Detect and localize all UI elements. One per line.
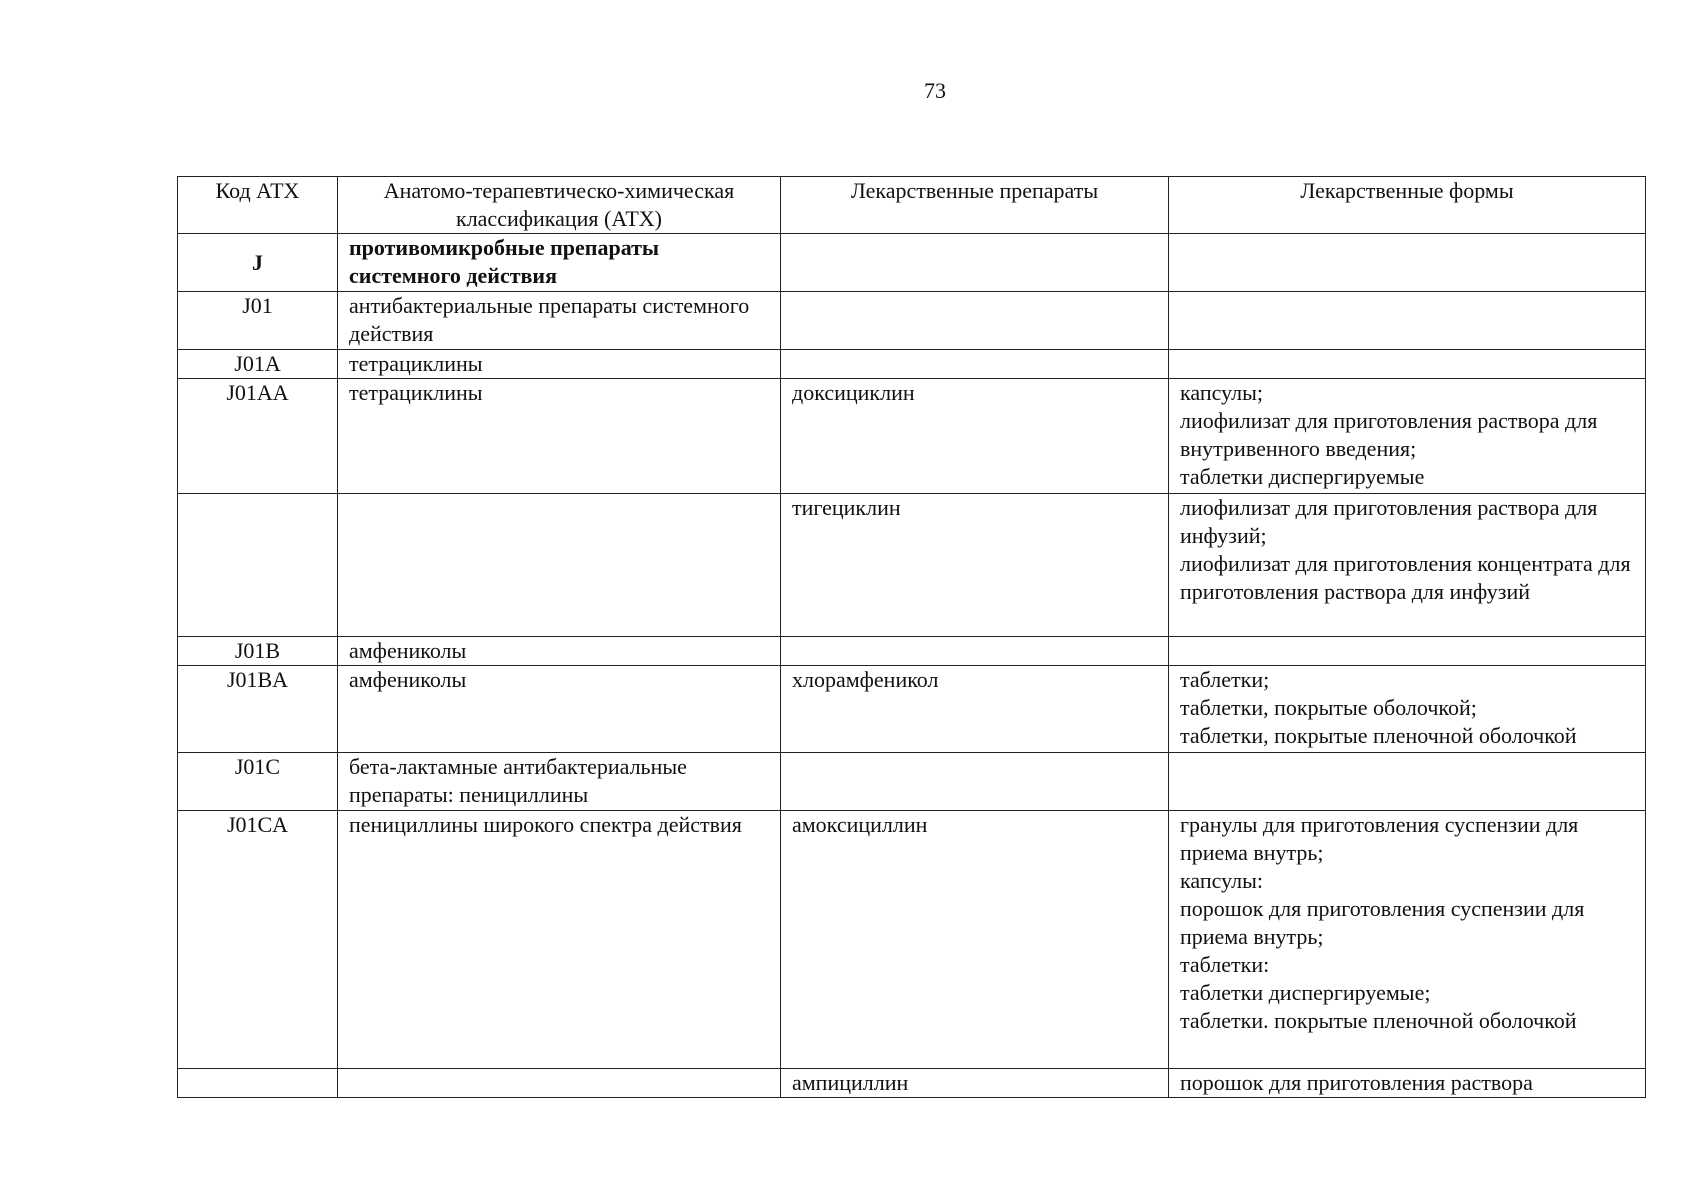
dosage-form: таблетки: <box>1180 952 1270 977</box>
row-code: J01A <box>178 350 338 379</box>
dosage-form: таблетки диспергируемые <box>1180 464 1425 489</box>
table-row <box>178 1069 1646 1098</box>
row-drug <box>781 753 1169 811</box>
row-forms <box>1169 350 1646 379</box>
row-code: J01AA <box>178 379 338 494</box>
table-row <box>178 234 1646 292</box>
row-code: J01BA <box>178 666 338 753</box>
table-row <box>178 494 1646 637</box>
row-drug <box>781 292 1169 350</box>
row-classification: амфениколы <box>338 637 781 666</box>
dosage-form: капсулы; <box>1180 380 1263 405</box>
row-drug: доксициклин <box>781 379 1169 494</box>
header-drugs: Лекарственные препараты <box>781 177 1169 234</box>
table-row <box>178 637 1646 666</box>
dosage-form: лиофилизат для приготовления концентрата для приготовления раствора для инфузий <box>1180 551 1631 604</box>
table-row <box>178 753 1646 811</box>
atc-table <box>177 176 1646 1098</box>
header-forms: Лекарственные формы <box>1169 177 1646 234</box>
dosage-form: лиофилизат для приготовления раствора для инфузий; <box>1180 495 1598 548</box>
row-classification: тетрациклины <box>338 350 781 379</box>
dosage-form: таблетки диспергируемые; <box>1180 980 1431 1005</box>
dosage-form: порошок для приготовления суспензии для приема внутрь; <box>1180 896 1585 949</box>
row-classification: тетрациклины <box>338 379 781 494</box>
row-drug <box>781 234 1169 292</box>
table-row <box>178 350 1646 379</box>
row-forms <box>1169 811 1646 1069</box>
dosage-form: таблетки. покрытые пленочной оболочкой <box>1180 1008 1577 1033</box>
row-classification: противомикробные препараты системного действия <box>338 234 781 292</box>
dosage-form: лиофилизат для приготовления раствора для внутривенного введения; <box>1180 408 1598 461</box>
row-drug: хлорамфеникол <box>781 666 1169 753</box>
table-row <box>178 379 1646 494</box>
row-drug: амоксициллин <box>781 811 1169 1069</box>
row-classification: амфениколы <box>338 666 781 753</box>
header-code: Код АТХ <box>178 177 338 234</box>
row-forms <box>1169 753 1646 811</box>
row-classification <box>338 1069 781 1098</box>
row-forms <box>1169 637 1646 666</box>
row-code <box>178 494 338 637</box>
row-code: J <box>178 234 338 292</box>
row-code: J01 <box>178 292 338 350</box>
row-classification: бета-лактамные антибактериальные препараты: пенициллины <box>338 753 781 811</box>
dosage-form: порошок для приготовления раствора <box>1180 1070 1533 1095</box>
row-forms <box>1169 494 1646 637</box>
dosage-form: таблетки, покрытые пленочной оболочкой <box>1180 723 1577 748</box>
table-row <box>178 811 1646 1069</box>
row-forms <box>1169 234 1646 292</box>
dosage-form: гранулы для приготовления суспензии для приема внутрь; <box>1180 812 1579 865</box>
row-classification: пенициллины широкого спектра действия <box>338 811 781 1069</box>
dosage-form: капсулы: <box>1180 868 1263 893</box>
row-code: J01C <box>178 753 338 811</box>
row-drug: ампициллин <box>781 1069 1169 1098</box>
table-row <box>178 292 1646 350</box>
row-code: J01B <box>178 637 338 666</box>
dosage-form: таблетки; <box>1180 667 1270 692</box>
row-classification <box>338 494 781 637</box>
row-classification: антибактериальные препараты системного действия <box>338 292 781 350</box>
row-drug <box>781 637 1169 666</box>
row-forms <box>1169 666 1646 753</box>
page-number: 73 <box>924 78 946 103</box>
row-drug <box>781 350 1169 379</box>
row-forms <box>1169 292 1646 350</box>
table-header-row <box>178 177 1646 234</box>
row-forms <box>1169 379 1646 494</box>
table-row <box>178 666 1646 753</box>
row-drug: тигециклин <box>781 494 1169 637</box>
row-code <box>178 1069 338 1098</box>
row-forms <box>1169 1069 1646 1098</box>
dosage-form: таблетки, покрытые оболочкой; <box>1180 695 1477 720</box>
row-code: J01CA <box>178 811 338 1069</box>
header-classification: Анатомо-терапевтическо-химическая классификация (АТХ) <box>338 177 781 234</box>
